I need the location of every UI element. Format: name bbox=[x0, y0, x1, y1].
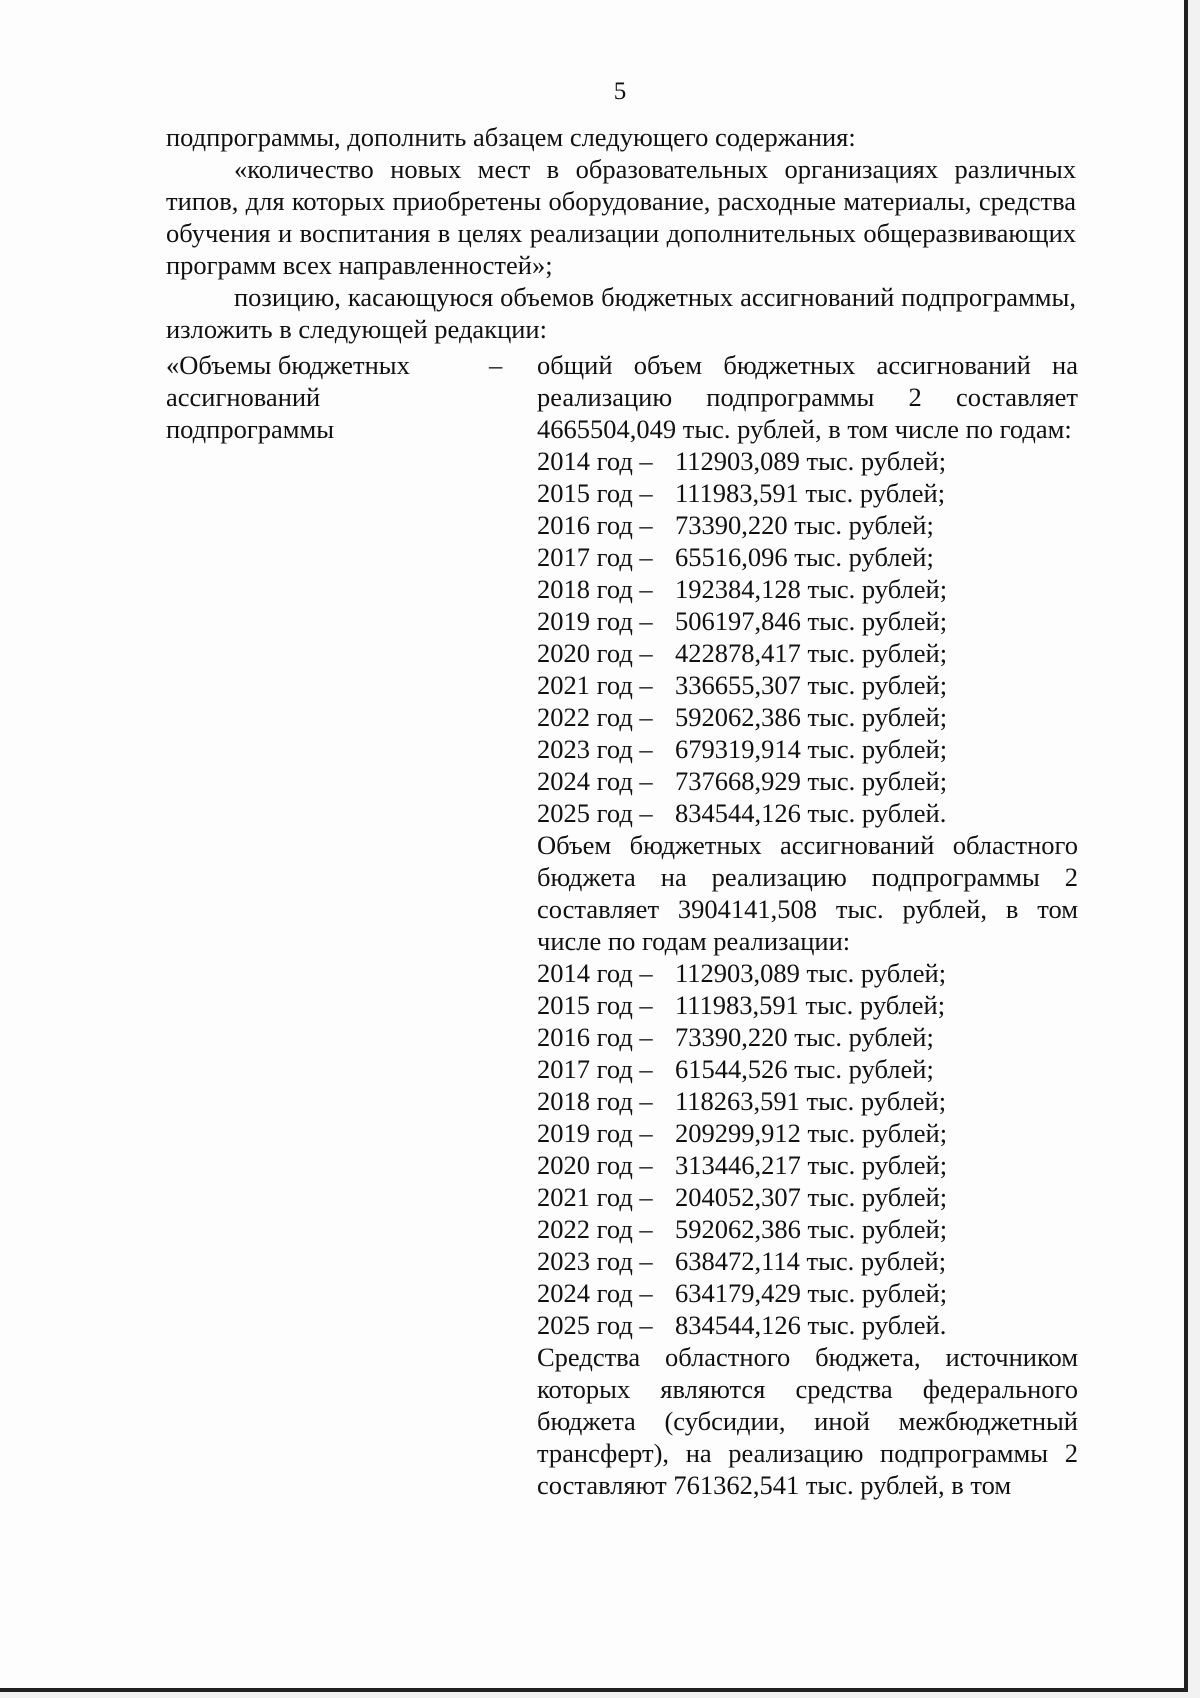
year-amount: 209299,912 тыс. рублей; bbox=[675, 1118, 948, 1148]
passport-dash: – bbox=[489, 350, 503, 380]
year-label: 2020 год – bbox=[537, 638, 653, 668]
year-amount: 422878,417 тыс. рублей; bbox=[675, 638, 948, 668]
year-amount-row bbox=[537, 1053, 1078, 1085]
year-amount-row bbox=[537, 605, 1078, 637]
year-amount-row bbox=[537, 1309, 1078, 1341]
intro-paragraph-1: подпрограммы, дополнить абзацем следующего содержания: bbox=[166, 122, 856, 152]
year-amount: 679319,914 тыс. рублей; bbox=[675, 734, 948, 764]
year-label: 2017 год – bbox=[537, 1054, 653, 1084]
year-label: 2018 год – bbox=[537, 574, 653, 604]
year-label: 2024 год – bbox=[537, 1278, 653, 1308]
year-amount: 111983,591 тыс. рублей; bbox=[675, 478, 946, 508]
regional-budget-text: Объем бюджетных ассигнований областного бюджета на реализацию подпрограммы 2 составляет 3904141,508 тыс. рублей, в том числе по годам реализации: bbox=[537, 830, 1078, 956]
year-amount-row bbox=[537, 1277, 1078, 1309]
total-budget-text: общий объем бюджетных ассигнований на реализацию подпрограммы 2 составляет 4665504,049 тыс. рублей, в том числе по годам: bbox=[537, 350, 1078, 444]
year-amount: 313446,217 тыс. рублей; bbox=[675, 1150, 948, 1180]
year-label: 2024 год – bbox=[537, 766, 653, 796]
year-amount: 118263,591 тыс. рублей; bbox=[675, 1086, 947, 1116]
intro-text bbox=[166, 121, 1076, 345]
budget-passport-table bbox=[166, 349, 1078, 1501]
year-label: 2025 год – bbox=[537, 1310, 653, 1340]
year-label: 2022 год – bbox=[537, 1214, 653, 1244]
year-amount: 111983,591 тыс. рублей; bbox=[675, 990, 946, 1020]
year-amount-row bbox=[537, 477, 1078, 509]
year-label: 2015 год – bbox=[537, 478, 653, 508]
year-label: 2020 год – bbox=[537, 1150, 653, 1180]
year-amount: 204052,307 тыс. рублей; bbox=[675, 1182, 948, 1212]
year-amount: 73390,220 тыс. рублей; bbox=[675, 1022, 934, 1052]
passport-label: «Объемы бюджетных ассигнований подпрограммы bbox=[166, 350, 410, 444]
regional-by-year-list bbox=[537, 957, 1078, 1341]
year-amount-row bbox=[537, 1149, 1078, 1181]
year-amount: 73390,220 тыс. рублей; bbox=[675, 510, 934, 540]
year-amount: 192384,128 тыс. рублей; bbox=[675, 574, 948, 604]
total-by-year-list bbox=[537, 445, 1078, 829]
year-amount: 336655,307 тыс. рублей; bbox=[675, 670, 948, 700]
year-label: 2021 год – bbox=[537, 1182, 653, 1212]
year-amount-row bbox=[537, 445, 1078, 477]
year-label: 2018 год – bbox=[537, 1086, 653, 1116]
year-amount: 638472,114 тыс. рублей; bbox=[675, 1246, 947, 1276]
year-amount: 592062,386 тыс. рублей; bbox=[675, 1214, 948, 1244]
year-amount-row bbox=[537, 1085, 1078, 1117]
year-amount: 634179,429 тыс. рублей; bbox=[675, 1278, 948, 1308]
year-label: 2017 год – bbox=[537, 542, 653, 572]
year-amount-row bbox=[537, 1245, 1078, 1277]
federal-budget-text: Средства областного бюджета, источником которых являются средства федерального бюджета (субсидии, иной межбюджетный трансферт), на реализацию подпрограммы 2 составляют 761362,541 тыс. рублей, в том bbox=[537, 1342, 1078, 1500]
year-label: 2023 год – bbox=[537, 1246, 653, 1276]
year-label: 2022 год – bbox=[537, 702, 653, 732]
intro-paragraph-2: «количество новых мест в образовательных организациях различных типов, для которых приобретены оборудование, расходные материалы, средства обучения и воспитания в целях реализации дополнительных общеразвивающих программ всех направленностей»; bbox=[166, 154, 1076, 280]
year-amount: 61544,526 тыс. рублей; bbox=[675, 1054, 934, 1084]
year-amount-row bbox=[537, 701, 1078, 733]
year-amount-row bbox=[537, 573, 1078, 605]
year-amount: 65516,096 тыс. рублей; bbox=[675, 542, 934, 572]
year-amount-row bbox=[537, 541, 1078, 573]
year-label: 2016 год – bbox=[537, 510, 653, 540]
year-label: 2016 год – bbox=[537, 1022, 653, 1052]
year-amount-row bbox=[537, 1021, 1078, 1053]
year-amount-row bbox=[537, 509, 1078, 541]
year-amount: 112903,089 тыс. рублей; bbox=[675, 958, 947, 988]
year-amount-row bbox=[537, 765, 1078, 797]
year-amount: 592062,386 тыс. рублей; bbox=[675, 702, 948, 732]
year-amount-row bbox=[537, 669, 1078, 701]
year-amount-row bbox=[537, 733, 1078, 765]
year-label: 2025 год – bbox=[537, 798, 653, 828]
year-label: 2023 год – bbox=[537, 734, 653, 764]
year-amount-row bbox=[537, 989, 1078, 1021]
year-label: 2015 год – bbox=[537, 990, 653, 1020]
year-amount: 737668,929 тыс. рублей; bbox=[675, 766, 948, 796]
intro-paragraph-3: позицию, касающуюся объемов бюджетных ассигнований подпрограммы, изложить в следующей редакции: bbox=[166, 282, 1076, 344]
year-amount-row bbox=[537, 1117, 1078, 1149]
page-number: 5 bbox=[613, 78, 627, 105]
passport-content bbox=[537, 349, 1078, 1501]
year-label: 2014 год – bbox=[537, 958, 653, 988]
year-amount-row bbox=[537, 957, 1078, 989]
year-amount-row bbox=[537, 797, 1078, 829]
year-label: 2014 год – bbox=[537, 446, 653, 476]
year-amount: 834544,126 тыс. рублей. bbox=[675, 798, 947, 828]
year-label: 2021 год – bbox=[537, 670, 653, 700]
year-amount: 506197,846 тыс. рублей; bbox=[675, 606, 948, 636]
year-amount-row bbox=[537, 637, 1078, 669]
year-label: 2019 год – bbox=[537, 1118, 653, 1148]
year-amount-row bbox=[537, 1213, 1078, 1245]
year-amount: 834544,126 тыс. рублей. bbox=[675, 1310, 947, 1340]
year-label: 2019 год – bbox=[537, 606, 653, 636]
year-amount-row bbox=[537, 1181, 1078, 1213]
year-amount: 112903,089 тыс. рублей; bbox=[675, 446, 947, 476]
